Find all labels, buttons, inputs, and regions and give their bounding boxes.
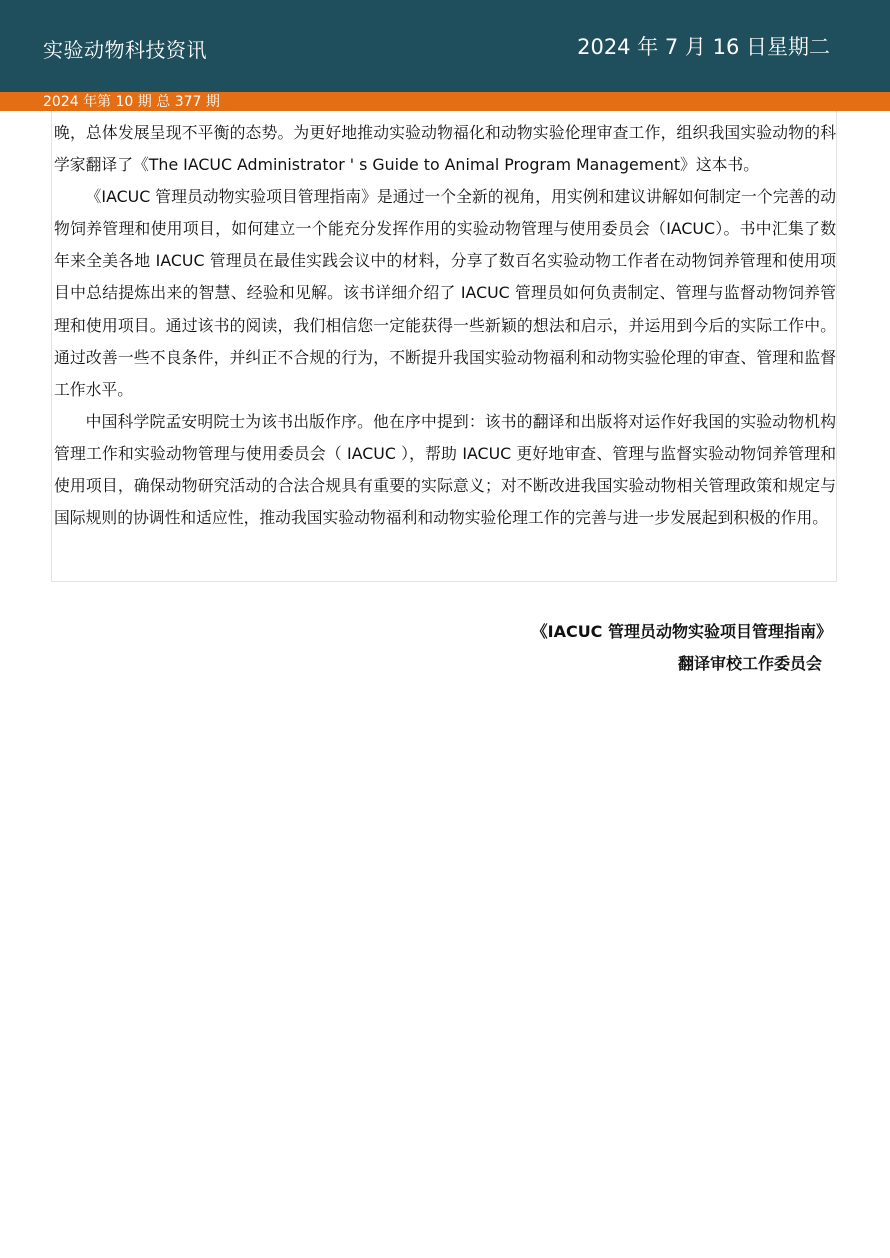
signature-block <box>532 616 832 680</box>
article-paragraph: 中国科学院孟安明院士为该书出版作序。他在序中提到：该书的翻译和出版将对运作好我国的实验动物机构管理工作和实验动物管理与使用委员会（ IACUC ），帮助 IACUC 更好地审查、管理与监督实验动物饲养管理和使用项目，确保动物研究活动的合法合规具有重要的实际意义；对不断改进我国实验动物相关管理政策和规定与国际规则的协调性和适应性，推动我国实验动物福利和动物实验伦理工作的完善与进一步发展起到积极的作用。 <box>54 411 836 528</box>
article-paragraph: 晚，总体发展呈现不平衡的态势。为更好地推动实验动物福化和动物实验伦理审查工作，组织我国实验动物的科学家翻译了《The IACUC Administrator ' s Guide to Animal Program Management》这本书。 <box>54 123 836 175</box>
page-header <box>0 0 890 92</box>
signature-committee: 翻译审校工作委员会 <box>677 654 822 673</box>
issue-number: 2024 年第 10 期 总 377 期 <box>43 94 220 110</box>
publication-title: 实验动物科技资讯 <box>43 38 207 62</box>
article-paragraph: 《IACUC 管理员动物实验项目管理指南》是通过一个全新的视角，用实例和建议讲解如何制定一个完善的动物饲养管理和使用项目，如何建立一个能充分发挥作用的实验动物管理与使用委员会（IACUC）。书中汇集了数年来全美各地 IACUC 管理员在最佳实践会议中的材料，分享了数百名实验动物工作者在动物饲养管理和使用项目中总结提炼出来的智慧、经验和见解。该书详细介绍了 IACUC 管理员如何负责制定、管理与监督动物饲养管理和使用项目。通过该书的阅读，我们相信您一定能获得一些新颖的想法和启示，并运用到今后的实际工作中。通过改善一些不良条件，并纠正不合规的行为，不断提升我国实验动物福利和动物实验伦理的审查、管理和监督工作水平。 <box>54 187 836 399</box>
signature-book-title: 《IACUC 管理员动物实验项目管理指南》 <box>531 622 832 641</box>
publication-date: 2024 年 7 月 16 日星期二 <box>577 35 830 59</box>
article-body <box>54 117 836 534</box>
